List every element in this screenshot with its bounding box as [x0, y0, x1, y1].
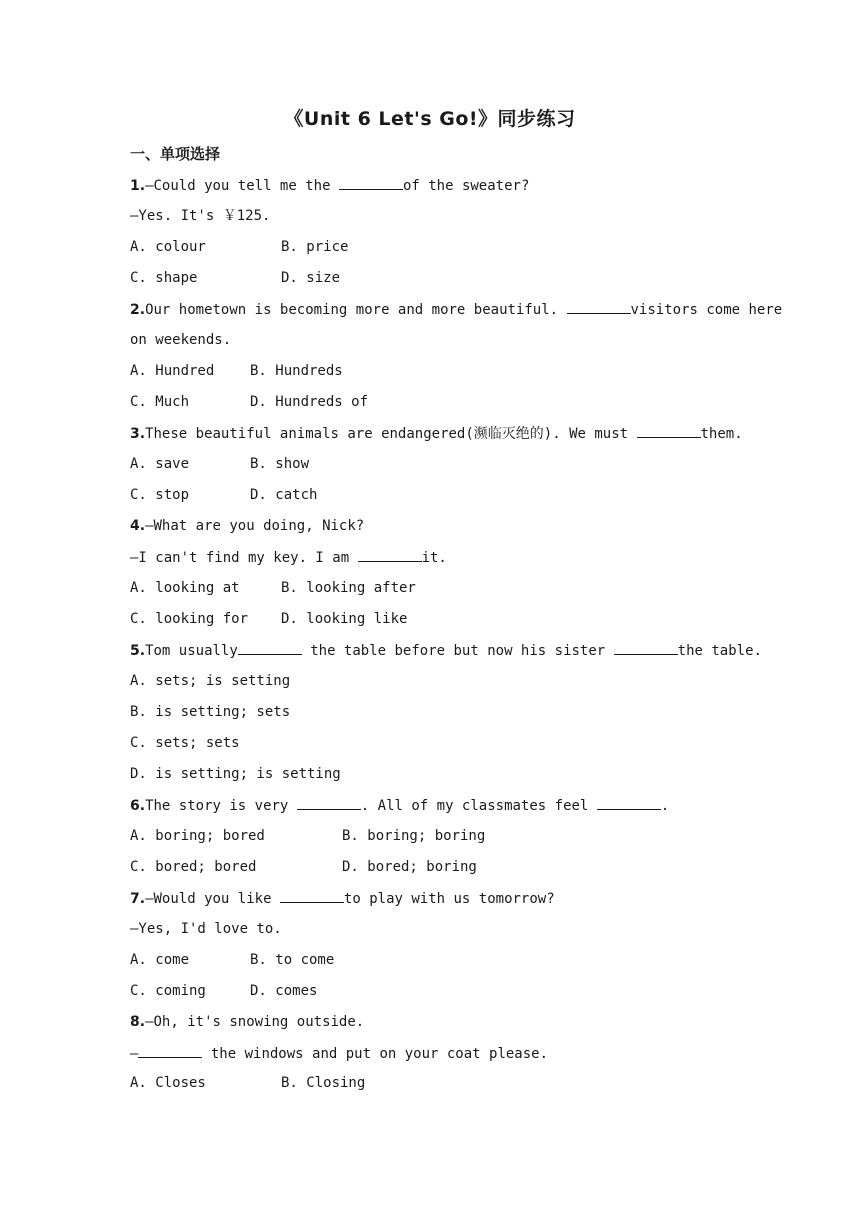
question-1-line-1: 1.—Could you tell me the of the sweater? [130, 175, 529, 196]
question-4-line-1: 4.—What are you doing, Nick? [130, 518, 365, 534]
question-3-line-1: 3.These beautiful animals are endangered(濒临灭绝的). We must them. [130, 423, 743, 444]
question-number: 3. [130, 426, 146, 442]
question-7-line-1: 7.—Would you like to play with us tomorrow? [130, 888, 555, 909]
option: B. price [281, 239, 349, 255]
option: A. save [130, 456, 190, 472]
question-8-line-1: 8.—Oh, it's snowing outside. [130, 1014, 365, 1030]
question-number: 6. [130, 798, 146, 814]
option: B. is setting; sets [130, 704, 291, 720]
answer-blank [567, 299, 631, 314]
answer-blank [614, 640, 678, 655]
question-number: 5. [130, 643, 146, 659]
question-number: 4. [130, 518, 146, 534]
option: A. Hundred [130, 363, 215, 379]
option: D. size [281, 270, 341, 286]
option: C. stop [130, 487, 190, 503]
option: C. shape [130, 270, 198, 286]
answer-blank [358, 547, 422, 562]
question-number: 1. [130, 178, 146, 194]
option: B. Closing [281, 1075, 366, 1091]
option: D. bored; boring [342, 859, 477, 875]
option: A. colour [130, 239, 206, 255]
option: C. coming [130, 983, 206, 999]
answer-blank [637, 423, 701, 438]
option: A. boring; bored [130, 828, 265, 844]
option: C. bored; bored [130, 859, 257, 875]
option: A. come [130, 952, 190, 968]
option: B. show [250, 456, 310, 472]
question-5-line-1: 5.Tom usually the table before but now his sister the table. [130, 640, 762, 661]
question-number: 2. [130, 302, 146, 318]
answer-blank [297, 795, 361, 810]
option: A. Closes [130, 1075, 206, 1091]
option: B. Hundreds [250, 363, 343, 379]
question-number: 8. [130, 1014, 146, 1030]
option: A. looking at [130, 580, 240, 596]
question-7-line-2: —Yes, I'd love to. [130, 921, 282, 937]
question-2-line-2: on weekends. [130, 332, 232, 348]
option: D. catch [250, 487, 318, 503]
option: B. boring; boring [342, 828, 486, 844]
option: D. looking like [281, 611, 408, 627]
option: C. Much [130, 394, 190, 410]
option: D. comes [250, 983, 318, 999]
option: B. looking after [281, 580, 416, 596]
answer-blank [597, 795, 661, 810]
section-heading: 一、单项选择 [130, 145, 221, 163]
answer-blank [280, 888, 344, 903]
question-number: 7. [130, 891, 146, 907]
question-4-line-2: —I can't find my key. I am it. [130, 547, 447, 568]
option: A. sets; is setting [130, 673, 291, 689]
question-6-line-1: 6.The story is very . All of my classmates feel . [130, 795, 669, 816]
page-title: 《Unit 6 Let's Go!》同步练习 [284, 108, 576, 130]
option: D. Hundreds of [250, 394, 369, 410]
option: B. to come [250, 952, 335, 968]
question-2-line-1: 2.Our hometown is becoming more and more beautiful. visitors come here [130, 299, 782, 320]
option: C. sets; sets [130, 735, 240, 751]
question-8-line-2: — the windows and put on your coat please. [130, 1043, 548, 1064]
answer-blank [339, 175, 403, 190]
option: D. is setting; is setting [130, 766, 341, 782]
question-1-line-2: —Yes. It's ￥125. [130, 208, 271, 224]
answer-blank [238, 640, 302, 655]
answer-blank [138, 1043, 202, 1058]
option: C. looking for [130, 611, 249, 627]
